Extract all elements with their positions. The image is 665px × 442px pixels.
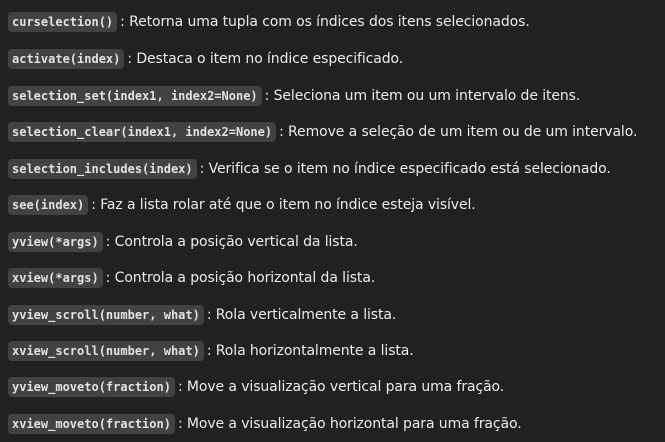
list-item [8,48,403,70]
method-description: : Remove a seleção de um item ou de um intervalo. [279,124,638,140]
list-item [8,340,414,362]
list-item [8,413,522,435]
method-code: xview_scroll(number, what) [8,341,204,361]
method-description: : Verifica se o item no índice especificado está selecionado. [199,161,611,177]
method-code: xview_moveto(fraction) [8,414,175,434]
method-description: : Controla a posição vertical da lista. [105,234,358,250]
method-code: yview_scroll(number, what) [8,305,204,325]
method-code: see(index) [8,195,88,215]
method-description: : Controla a posição horizontal da lista. [105,270,376,286]
method-description: : Rola verticalmente a lista. [206,307,397,323]
list-item [8,85,580,107]
method-description: : Destaca o item no índice especificado. [127,51,404,67]
method-code: selection_clear(index1, index2=None) [8,122,276,142]
method-code: yview(*args) [8,232,103,252]
list-item [8,194,476,216]
method-code: curselection() [8,12,117,32]
list-item [8,304,396,326]
method-description: : Faz a lista rolar até que o item no índice esteja visível. [91,197,476,213]
list-item [8,376,504,398]
method-description: : Rola horizontalmente a lista. [206,343,414,359]
method-code: selection_set(index1, index2=None) [8,86,262,106]
list-item [8,11,530,33]
method-code: selection_includes(index) [8,159,197,179]
list-item [8,267,375,289]
list-item [8,158,611,180]
method-description: : Move a visualização horizontal para uma fração. [177,416,522,432]
method-description: : Seleciona um item ou um intervalo de itens. [264,88,581,104]
method-code: xview(*args) [8,268,103,288]
method-description: : Retorna uma tupla com os índices dos itens selecionados. [120,14,530,30]
method-description: : Move a visualização vertical para uma fração. [177,379,505,395]
list-item [8,231,358,253]
method-code: yview_moveto(fraction) [8,377,175,397]
list-item [8,121,637,143]
method-code: activate(index) [8,49,124,69]
